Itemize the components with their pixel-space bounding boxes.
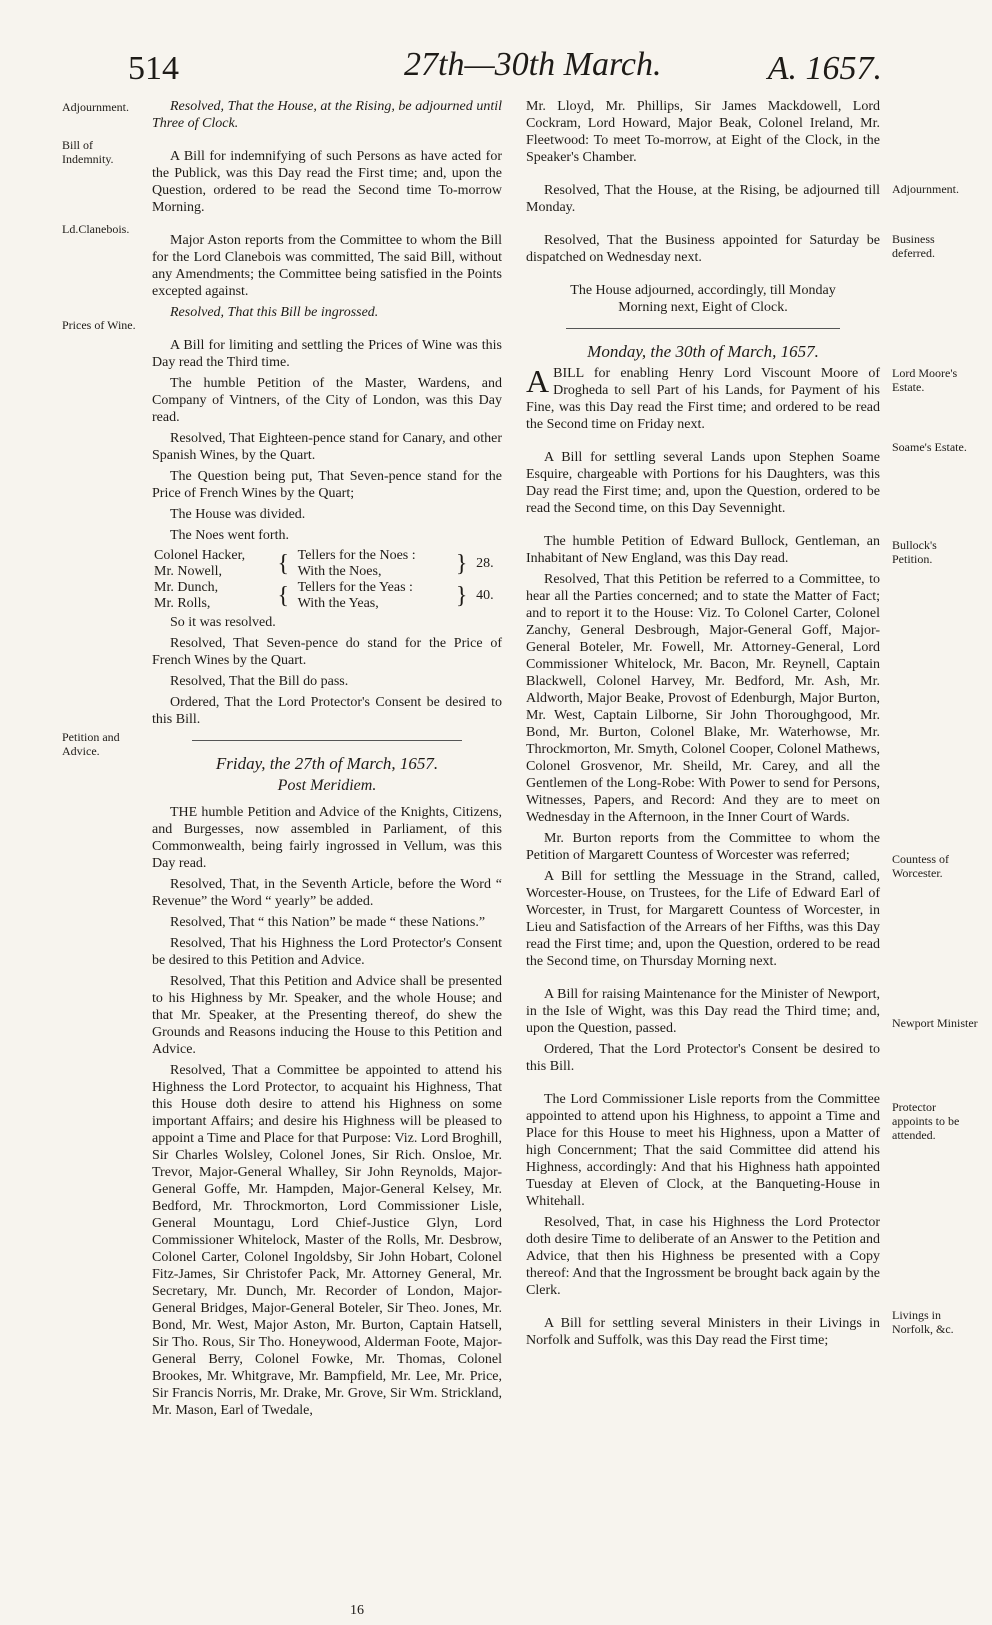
margin-note-livings: Livings in Norfolk, &c. <box>892 1308 954 1336</box>
paragraph: Resolved, That, in case his Highness the Lord Protector doth desire Time to deliberate of an Answer to the Petition and Advice, that then his Highness be presented with a Copy thereof: And that the Ingrossment be brought back again by the Clerk. <box>526 1215 880 1298</box>
paragraph: A Bill for raising Maintenance for the Minister of Newport, in the Isle of Wight, was this Day read the Third time; and, upon the Question, passed. <box>526 987 880 1036</box>
teller-name: Colonel Hacker, <box>154 548 246 563</box>
paragraph: Ordered, That the Lord Protector's Consent be desired to this Bill. <box>526 1042 880 1074</box>
paragraph: The Noes went forth. <box>170 528 289 543</box>
margin-note-adjournment: Adjournment. <box>62 100 129 114</box>
paragraph: Mr. Lloyd, Mr. Phillips, Sir James Mackdowell, Lord Cockram, Lord Howard, Major Beak, Colonel Ireland, Mr. Fleetwood: To meet To-morrow, at Eight of the Clock, in the Speaker's Chamber. <box>526 99 880 165</box>
paragraph: Resolved, That this Petition and Advice shall be presented to his Highness by Mr. Speaker, and the whole House; and that Mr. Speaker, at the Presenting thereof, do shew the Grounds and Reasons inducing the House to this Petition and Advice. <box>152 974 502 1057</box>
paragraph <box>526 365 880 433</box>
paragraph: The humble Petition of the Master, Wardens, and Company of Vintners, of the City of London, was this Day read. <box>152 376 502 425</box>
paragraph: Resolved, That, in the Seventh Article, before the Word “ Revenue” the Word “ yearly” be added. <box>152 877 502 909</box>
teller-name: Mr. Nowell, <box>154 564 223 579</box>
paragraph: Major Aston reports from the Committee to whom the Bill for the Lord Clanebois was committed, The said Bill, without any Amendments; the Committee being satisfied in the Points excepted against. <box>152 233 502 299</box>
paragraph: A Bill for settling the Messuage in the Strand, called, Worcester-House, on Trustees, for the Life of Edward Earl of Worcester, in Trust, for Margarett Countess of Worcester, in Lieu and Satisfaction of the Arrears of her Fifths, was this Day read the First time; and, upon the Question, ordered to be read the Second time, on Thursday Morning next. <box>526 869 880 969</box>
paragraph: Mr. Burton reports from the Committee to whom the Petition of Margarett Countess of Worcester was referred; <box>526 831 880 863</box>
running-date: 27th—30th March. <box>404 46 662 83</box>
paragraph: A Bill for indemnifying of such Persons as have acted for the Publick, was this Day read the First time; and, upon the Question, ordered to be read the Second time To-morrow Morning. <box>152 149 502 215</box>
section-divider <box>192 740 462 741</box>
margin-note-prices-of-wine: Prices of Wine. <box>62 318 136 332</box>
paragraph: A Bill for settling several Ministers in their Livings in Norfolk and Suffolk, was this Day read the First time; <box>526 1316 880 1348</box>
brace: { <box>277 551 290 577</box>
paragraph: Resolved, That this Petition be referred to a Committee, to hear all the Parties concerned; and to state the Matter of Fact; and to report it to the House: Viz. To Colonel Carter, Colonel Zanchy, General Desbrough, Major-General Goff, Major-General Boteler, Mr. Fowell, Mr. Attorney-General, Lord Commissioner Whitelock, Mr. Bacon, Mr. Reynell, Captain Blackwell, Colonel Harvey, Mr. Bedford, Mr. Ash, Mr. Aldworth, Major Beake, Provost of Edenburgh, Major Burton, Mr. West, Captain Lilborne, Sir John Thoroughgood, Mr. Bond, Mr. Burton, Colonel Blake, Mr. Waterhowse, Mr. Throckmorton, Mr. Smyth, Colonel Cooper, Colonel Mathews, Colonel Grosvenor, Mr. Sheild, Mr. Carey, and all the Gentlemen of the Long-Robe: With Power to send for Persons, Witnesses, Papers, and Record: And they are to meet on Wednesday in the Afternoon, in the Inner Court of Wards. <box>526 572 880 825</box>
signature-mark: 16 <box>350 1603 364 1618</box>
paragraph: Resolved, That this Bill be ingrossed. <box>170 305 379 320</box>
paragraph: Resolved, That the Business appointed for Saturday be dispatched on Wednesday next. <box>526 233 880 265</box>
paragraph: Resolved, That his Highness the Lord Protector's Consent be desired to this Petition and Advice. <box>152 936 502 968</box>
page-header <box>0 44 992 94</box>
margin-note-lord-moore: Lord Moore's Estate. <box>892 366 958 394</box>
paragraph: The House adjourned, accordingly, till Monday Morning next, Eight of Clock. <box>570 283 836 315</box>
paragraph-text: BILL for enabling Henry Lord Viscount Moore of Drogheda to sell Part of his Lands, for Payment of his Fine, was this Day read the First time; and ordered to be read the Second time on Friday next. <box>526 366 880 432</box>
margin-note-bullock: Bullock's Petition. <box>892 538 937 566</box>
paragraph: The Question being put, That Seven-pence stand for the Price of French Wines by the Quart; <box>152 469 502 501</box>
teller-role: With the Noes, <box>297 564 382 579</box>
paragraph: The House was divided. <box>170 507 306 522</box>
section-title: Monday, the 30th of March, 1657. <box>587 342 819 361</box>
paragraph: The humble Petition of Edward Bullock, Gentleman, an Inhabitant of New England, was this Day read. <box>526 534 880 566</box>
margin-note-adjournment-right: Adjournment. <box>892 182 959 196</box>
teller-name: Mr. Rolls, <box>154 596 211 611</box>
brace: } <box>455 583 468 609</box>
paragraph: A Bill for settling several Lands upon Stephen Soame Esquire, chargeable with Portions for his Daughters, was this Day read the First time; and, upon the Question, ordered to be read the Second time, on this Day Sevennight. <box>526 450 880 516</box>
brace: { <box>277 583 290 609</box>
yeas-count: 40. <box>476 588 494 603</box>
margin-note-business-deferred: Business deferred. <box>892 232 935 260</box>
paragraph: Ordered, That the Lord Protector's Consent be desired to this Bill. <box>152 695 502 727</box>
right-column <box>526 98 880 1353</box>
paragraph: Resolved, That Eighteen-pence stand for Canary, and other Spanish Wines, by the Quart. <box>152 431 502 463</box>
margin-note-petition-and-advice: Petition and Advice. <box>62 730 120 758</box>
margin-note-protector: Protector appoints to be attended. <box>892 1100 960 1142</box>
paragraph: Resolved, That the House, at the Rising, be adjourned till Monday. <box>526 183 880 215</box>
paragraph: Resolved, That “ this Nation” be made “ these Nations.” <box>170 915 486 930</box>
running-year: A. 1657. <box>767 50 882 87</box>
section-title: Friday, the 27th of March, 1657. <box>215 754 439 773</box>
tellers-table <box>152 548 502 612</box>
paragraph: THE humble Petition and Advice of the Knights, Citizens, and Burgesses, now assembled in Parliament, of this Commonwealth, being fairly ingrossed in Vellum, was this Day read. <box>152 805 502 871</box>
page-number: 514 <box>128 50 179 87</box>
margin-note-worcester: Countess of Worcester. <box>892 852 949 880</box>
paragraph: Resolved, That the House, at the Rising, be adjourned until Three of Clock. <box>152 99 502 131</box>
section-divider <box>566 328 840 329</box>
section-subtitle: Post Meridiem. <box>277 777 377 794</box>
left-column <box>152 98 502 1423</box>
teller-role: Tellers for the Yeas : <box>297 580 413 595</box>
noes-count: 28. <box>476 556 494 571</box>
margin-note-newport: Newport Minister <box>892 1016 978 1030</box>
teller-role: Tellers for the Noes : <box>297 548 416 563</box>
paragraph: Resolved, That Seven-pence do stand for the Price of French Wines by the Quart. <box>152 636 502 668</box>
paragraph: Resolved, That a Committee be appointed to attend his Highness the Lord Protector, to acquaint his Highness, That this House doth desire to attend his Highness on some important Affairs; and desire his Highness will be pleased to appoint a Time and Place for that Purpose: Viz. Lord Broghill, Sir Charles Wolsley, Colonel Jones, Sir Rich. Onsloe, Mr. Trevor, Major-General Whalley, Sir John Reynolds, Major-General Goffe, Mr. Hampden, Major-General Kelsey, Mr. Bedford, Mr. Throckmorton, Lord Commissioner Lisle, General Mountagu, Lord Chief-Justice Glyn, Lord Commissioner Whitelock, Master of the Rolls, Mr. Desbrow, Colonel Carter, Colonel Ingoldsby, Sir John Hobart, Colonel Fitz-James, Sir Christofer Pack, Mr. Attorney General, Mr. Secretary, Mr. Dunch, Mr. Recorder of London, Major-General Bridges, Major-General Boteler, Sir Theo. Jones, Mr. Bond, Mr. West, Major Aston, Mr. Burton, Captain Hatsell, Sir Tho. Rous, Sir Tho. Honeywood, Alderman Foote, Major-General Berry, Colonel Fowke, Mr. Thomas, Colonel Brookes, Mr. Whitgrave, Mr. Bampfield, Mr. Lee, Mr. Price, Sir Francis Norris, Mr. Drake, Mr. Grove, Sir Wm. Strickland, Mr. Mason, Earl of Twedale, <box>152 1063 502 1418</box>
drop-cap: A <box>526 363 550 399</box>
margin-note-bill-of-indemnity: Bill of Indemnity. <box>62 138 114 166</box>
brace: } <box>455 551 468 577</box>
teller-name: Mr. Dunch, <box>154 580 219 595</box>
teller-role: With the Yeas, <box>297 596 379 611</box>
paragraph: The Lord Commissioner Lisle reports from the Committee appointed to attend upon his Highness, to appoint a Time and Place for this House to meet his Highness, upon a Matter of high Concernment; That the said Committee did attend his Highness, accordingly: And that his Highness hath appointed Tuesday at Eleven of Clock, at the Banqueting-House in Whitehall. <box>526 1092 880 1209</box>
margin-note-clanebois: Ld.Clanebois. <box>62 222 130 236</box>
paragraph: A Bill for limiting and settling the Prices of Wine was this Day read the Third time. <box>152 338 502 370</box>
margin-note-soame: Soame's Estate. <box>892 440 967 454</box>
paragraph: So it was resolved. <box>170 615 276 630</box>
paragraph: Resolved, That the Bill do pass. <box>170 674 349 689</box>
